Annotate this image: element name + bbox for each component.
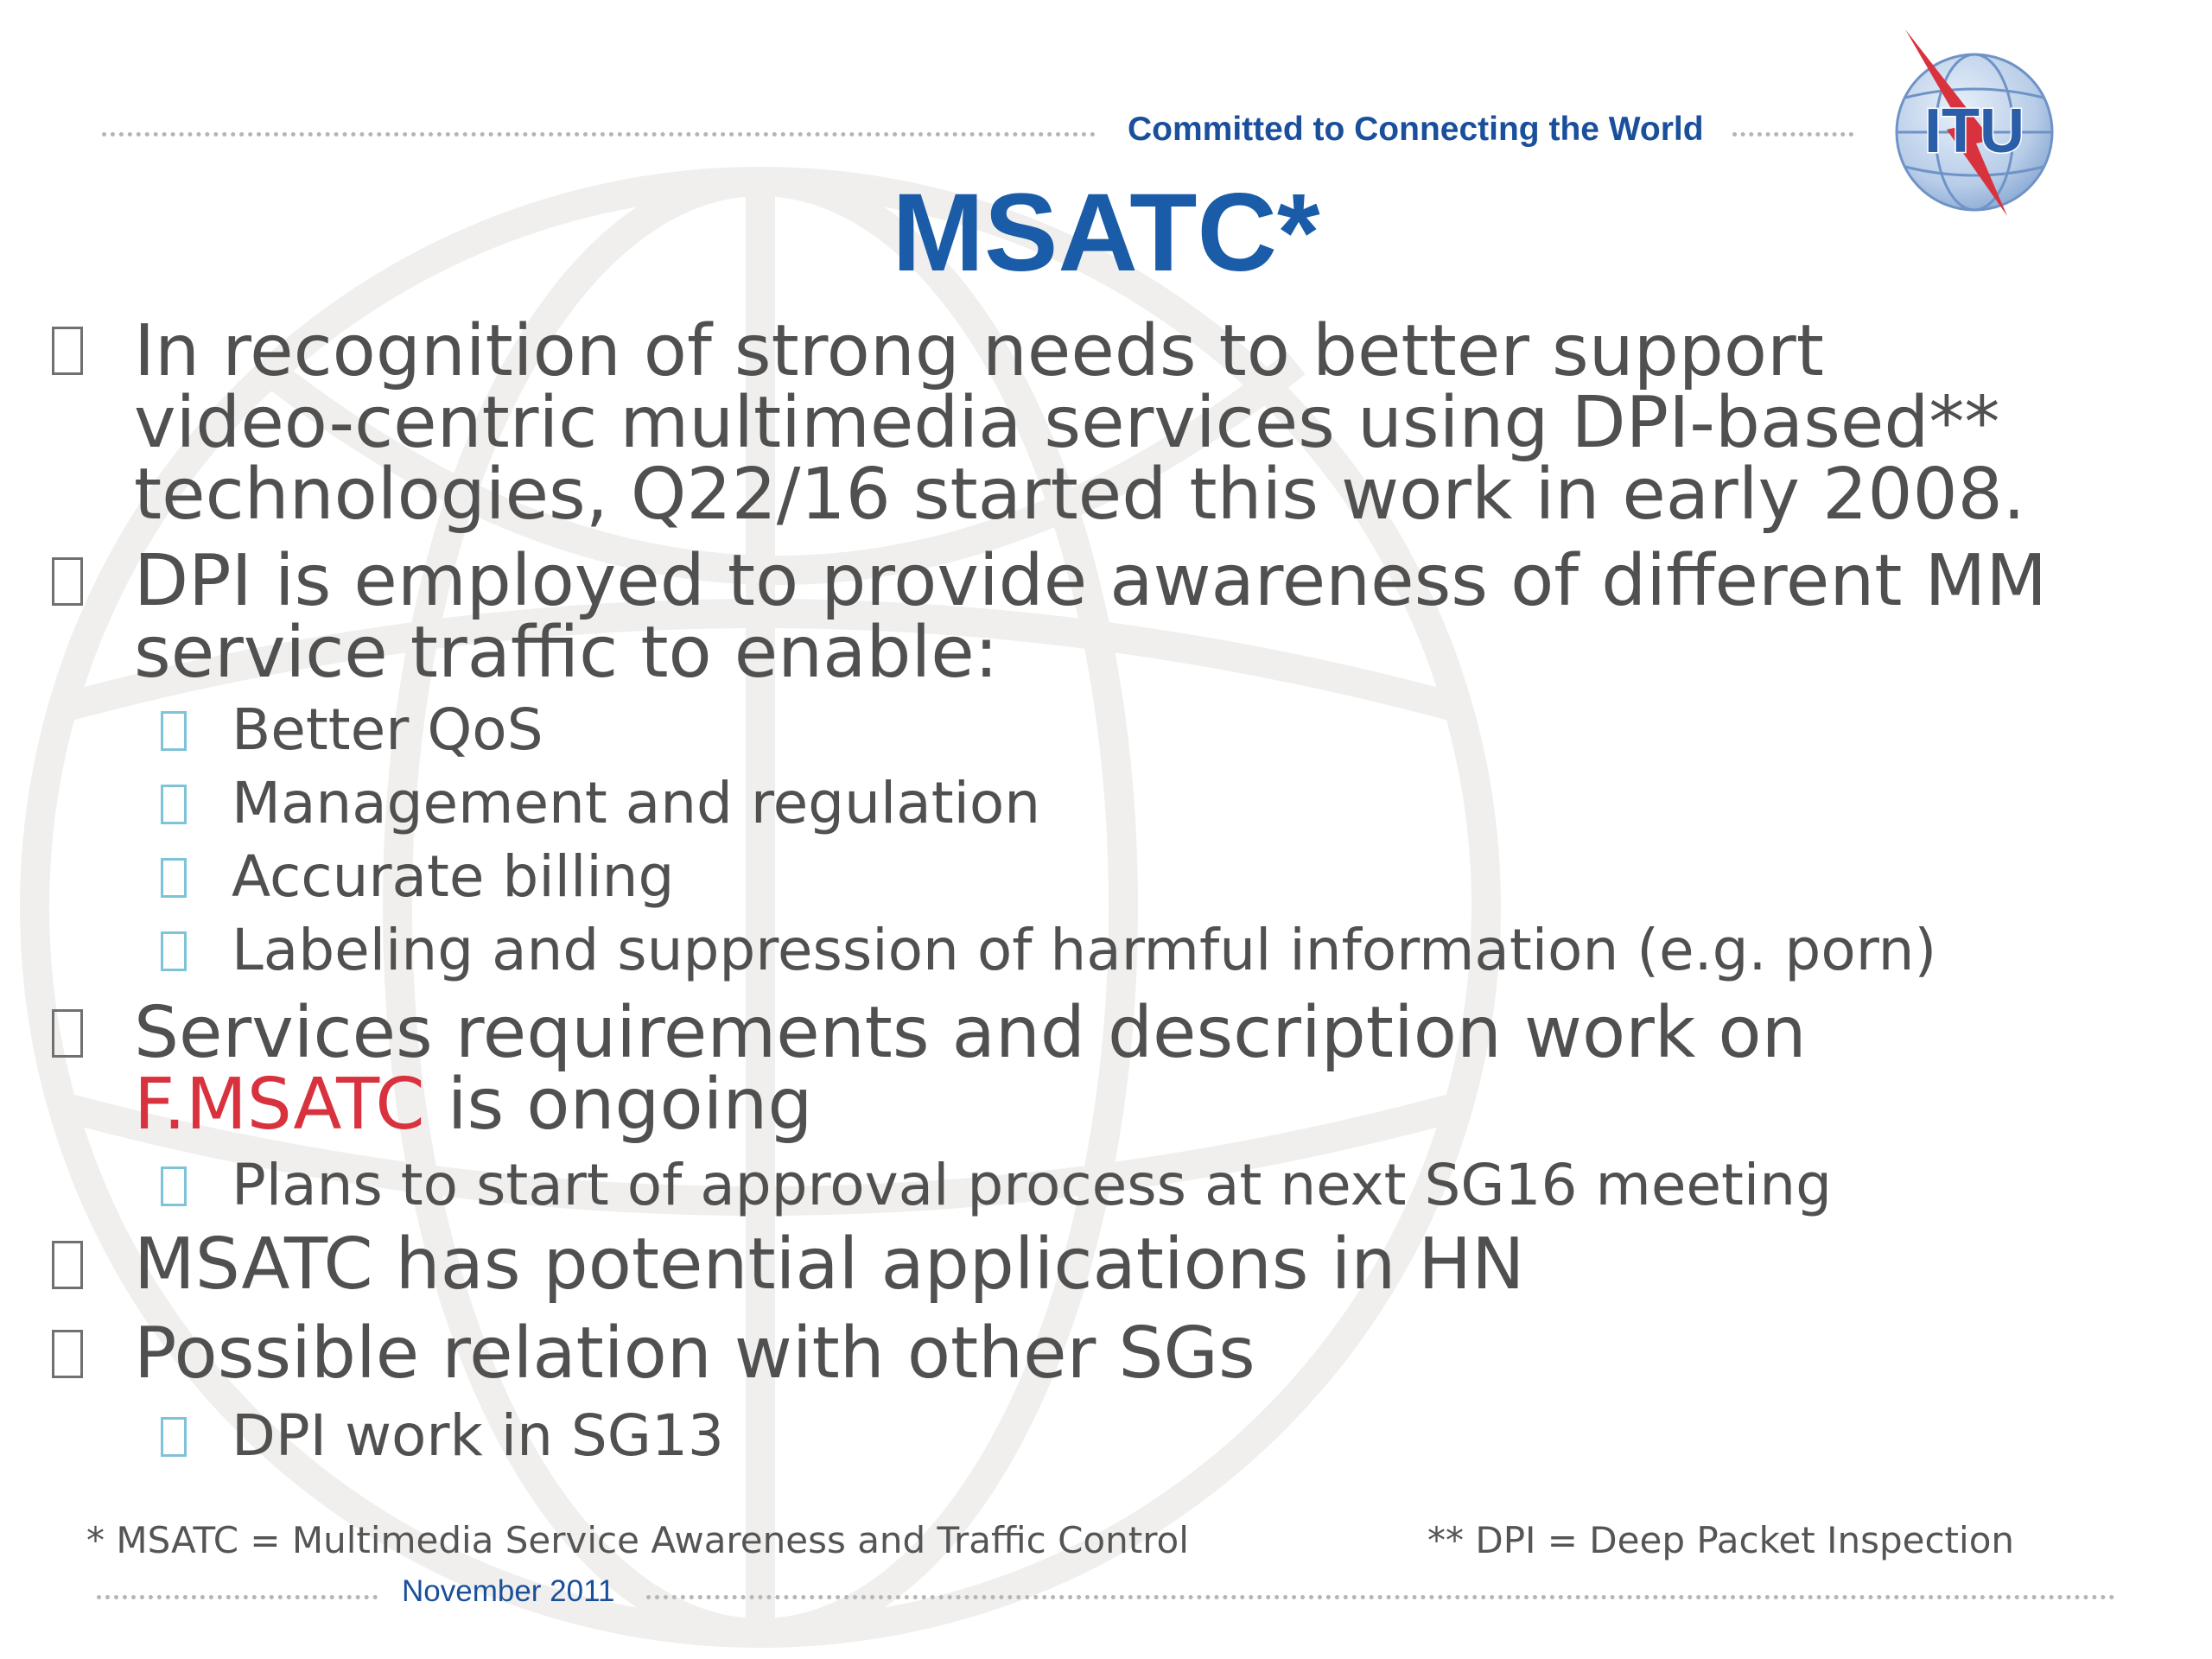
- sub-bullet-marker-icon: [161, 1417, 187, 1457]
- bullet-1-line-1: In recognition of strong needs to better support: [134, 310, 1824, 392]
- bullet-1-line-2: video-centric multimedia services using DPI-based**: [134, 382, 2000, 464]
- sub-bullet-text: Accurate billing: [232, 843, 675, 910]
- sub-bullet-marker-icon: [161, 1166, 187, 1206]
- page-title: MSATC*: [892, 171, 1320, 295]
- bullet-5-line-1: Possible relation with other SGs: [134, 1313, 1255, 1395]
- sub-bullet-text: DPI work in SG13: [232, 1402, 724, 1469]
- footnote-msatc: * MSATC = Multimedia Service Awareness and Traffic Control: [86, 1519, 1189, 1561]
- bullet-marker-icon: [52, 1241, 83, 1289]
- footer-date: November 2011: [402, 1574, 615, 1608]
- sub-bullet-marker-icon: [161, 711, 187, 751]
- sub-bullet-marker-icon: [161, 931, 187, 971]
- sub-bullet-text: Better QoS: [232, 696, 543, 763]
- logo-text: ITU: [1924, 97, 2024, 166]
- bullet-marker-icon: [52, 327, 83, 375]
- sub-bullet-marker-icon: [161, 858, 187, 898]
- bullet-marker-icon: [52, 1009, 83, 1058]
- bullet-3-line-1: Services requirements and description work on: [134, 992, 1807, 1074]
- bullet-2-line-1: DPI is employed to provide awareness of different MM: [134, 540, 2047, 622]
- sub-bullet-text: Labeling and suppression of harmful information (e.g. porn): [232, 917, 1937, 983]
- bullet-4-line-1: MSATC has potential applications in HN: [134, 1224, 1525, 1306]
- bullet-1-line-3: technologies, Q22/16 started this work in early 2008.: [134, 454, 2025, 536]
- tagline: Committed to Connecting the World: [1128, 111, 1704, 148]
- bullet-marker-icon: [52, 557, 83, 606]
- f-msatc-highlight: F.MSATC: [134, 1064, 425, 1146]
- footnote-dpi: ** DPI = Deep Packet Inspection: [1427, 1519, 2015, 1561]
- bullet-marker-icon: [52, 1330, 83, 1378]
- sub-bullet-marker-icon: [161, 785, 187, 824]
- bullet-3-line-2-rest: is ongoing: [424, 1064, 813, 1146]
- bullet-2-line-2: service traffic to enable:: [134, 612, 999, 694]
- bullet-3-line-2: [134, 1064, 813, 1146]
- sub-bullet-text: Plans to start of approval process at next SG16 meeting: [232, 1152, 1832, 1218]
- sub-bullet-text: Management and regulation: [232, 770, 1041, 836]
